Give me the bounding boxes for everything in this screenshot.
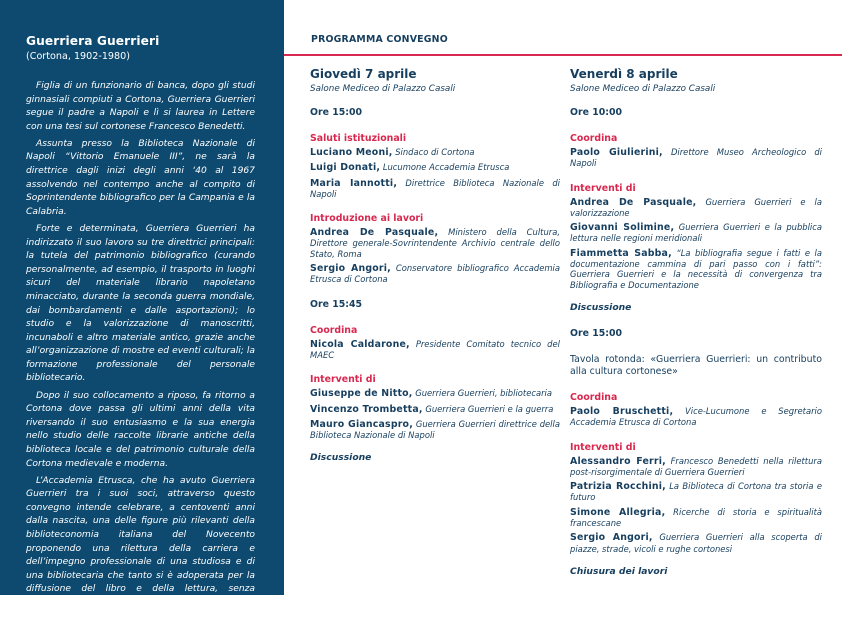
- speaker-name: Luciano Meoni,: [310, 147, 393, 158]
- speaker-entry: [310, 178, 560, 200]
- section-label: Coordina: [570, 133, 618, 144]
- speaker-name: Alessandro Ferri,: [570, 455, 666, 467]
- venue: Salone Mediceo di Palazzo Casali: [310, 84, 456, 94]
- speaker-role: “La bibliografia segue i fatti e la documentazione cammina di pari passo con i fatti”: Guerriera Guerrieri e la necessità di convergenza tra Bibliografia e Documentazione: [570, 247, 822, 290]
- roundtable-title: Tavola rotonda: «Guerriera Guerrieri: un contributo alla cultura cortonese»: [570, 353, 822, 377]
- session-group: [310, 325, 560, 361]
- speaker-name: Andrea De Pasquale,: [570, 196, 697, 208]
- bio-paragraph: Assunta presso la Biblioteca Nazionale di Napoli “Vittorio Emanuele III”, ne sarà la direttrice dagli inizi degli anni ‘40 al 1967 assolvendo nel contempo anche al compito di Soprintendente bibliografico per la Campania e la Calabria.: [26, 138, 255, 217]
- speaker-role: Guerriera Guerrieri e la guerra: [425, 403, 554, 414]
- speaker-name: Andrea De Pasquale,: [310, 227, 439, 239]
- speaker-name: Vincenzo Trombetta,: [310, 403, 423, 415]
- speaker-role: Lucumone Accademia Etrusca: [382, 162, 510, 173]
- session-group: [570, 133, 822, 169]
- speaker-entry: [570, 248, 822, 290]
- speaker-name: Sergio Angori,: [570, 532, 653, 544]
- speaker-entry: [570, 532, 822, 554]
- speaker-entry: [310, 388, 560, 399]
- session-group: [310, 213, 560, 284]
- speaker-entry: [570, 456, 822, 478]
- bio-paragraph: Dopo il suo collocamento a riposo, fa ritorno a Cortona dove passa gli ultimi anni della vita riversando il suo entusiasmo e la sua energia nello studio delle raccolte librarie antiche della biblioteca locale e del patrimonio culturale della Cortona medievale e moderna.: [26, 390, 255, 469]
- speaker-role: Guerriera Guerrieri alla scoperta di piazze, strade, vicoli e rughe cortonesi: [570, 532, 822, 554]
- speaker-name: Fiammetta Sabba,: [570, 247, 672, 259]
- bio-paragraph: Figlia di un funzionario di banca, dopo gli studi ginnasiali compiuti a Cortona, Guerriera Guerrieri segue il padre a Napoli e lì si laurea in Lettere con una tesi sul cortonese Francesco Benedetti.: [26, 81, 255, 132]
- section-label: Interventi di: [310, 374, 376, 386]
- speaker-name: Simone Allegria,: [570, 506, 666, 518]
- speaker-name: Luigi Donati,: [310, 162, 381, 174]
- day-title: Giovedì 7 aprile: [310, 67, 417, 81]
- bio-dates: (Cortona, 1902-1980): [26, 51, 130, 62]
- discussion-label: Discussione: [570, 301, 632, 313]
- speaker-role: Francesco Benedetti nella rilettura post-risorgimentale di Guerriera Guerrieri: [570, 455, 822, 477]
- session-group: [570, 442, 822, 554]
- speaker-name: Paolo Bruschetti,: [570, 405, 674, 417]
- session-time: Ore 15:45: [310, 298, 363, 310]
- speaker-role: Direttore Museo Archeologico di Napoli: [570, 147, 822, 169]
- session-time: Ore 15:00: [570, 327, 623, 339]
- speaker-entry: [310, 147, 560, 158]
- speaker-name: Sergio Angori,: [310, 263, 391, 275]
- speaker-role: Sindaco di Cortona: [395, 147, 475, 157]
- session-group: [310, 133, 560, 199]
- speaker-entry: [310, 419, 560, 441]
- section-label: Interventi di: [570, 182, 636, 194]
- session-group: [310, 374, 560, 440]
- venue: Salone Mediceo di Palazzo Casali: [570, 84, 716, 94]
- speaker-role: La Biblioteca di Cortona tra storia e futuro: [570, 481, 822, 503]
- speaker-name: Nicola Caldarone,: [310, 338, 410, 350]
- speaker-entry: [570, 147, 822, 169]
- section-label: Introduzione ai lavori: [310, 213, 424, 225]
- day-column-friday: [570, 65, 822, 592]
- session-time: Ore 10:00: [570, 107, 623, 118]
- speaker-role: Ministero della Cultura, Direttore generale-Sovrintendente Archivio centrale dello Stato, Roma: [310, 227, 560, 259]
- speaker-entry: [310, 162, 560, 173]
- session-group: [570, 183, 822, 290]
- closing-label: Chiusura dei lavori: [570, 565, 668, 577]
- speaker-entry: [310, 339, 560, 361]
- bio-paragraph: Forte e determinata, Guerriera Guerrieri ha indirizzato il suo lavoro su tre direttrici principali: la tutela del patrimonio bibliografico (curando personalmente, ad esempio, il trasporto in luoghi sicuri del materiale librario napoletano minacciato, durante la seconda guerra mondiale, dai bombardamenti e dalle asportazioni); lo studio e la valorizzazione di manoscritti, incunaboli e altro materiale antico, grazie anche all’organizzazione di mostre ed eventi culturali; la formazione professionale del personale bibliotecario.: [26, 223, 255, 384]
- speaker-name: Giovanni Solimine,: [570, 222, 675, 234]
- session-time: Ore 15:00: [310, 107, 363, 118]
- speaker-role: Guerriera Guerrieri, bibliotecaria: [415, 388, 552, 399]
- bio-name: Guerriera Guerrieri: [26, 34, 160, 48]
- discussion-label: Discussione: [310, 452, 372, 464]
- speaker-role: Guerriera Guerrieri e la pubblica lettura nelle regioni meridionali: [570, 222, 822, 244]
- speaker-role: Direttrice Biblioteca Nazionale di Napoli: [310, 177, 560, 199]
- section-label: Coordina: [310, 324, 358, 336]
- speaker-entry: [570, 507, 822, 529]
- day-column-thursday: [310, 65, 560, 478]
- speaker-entry: [310, 404, 560, 415]
- biography-panel: [0, 0, 284, 636]
- speaker-entry: [570, 197, 822, 219]
- speaker-role: Presidente Comitato tecnico del MAEC: [310, 338, 560, 360]
- section-label: Interventi di: [570, 441, 636, 453]
- speaker-role: Guerriera Guerrieri e la valorizzazione: [570, 196, 822, 218]
- bio-paragraph: L’Accademia Etrusca, che ha avuto Guerriera Guerrieri tra i suoi soci, attraverso questo convegno intende celebrare, a centoventi anni dalla nascita, una delle figure più rilevanti della biblioteconomia italiana del Novecento proponendo una rilettura della carriera e dell’impegno professionale di una studiosa e di una bibliotecaria che tanto si è adoperata per la diffusione del libro e della lettura, senza trascurare il percorso di vita umano e familiare che non le ha fatto dimenticare le proprie origini e il legame con la città natìa.: [26, 475, 255, 636]
- speaker-role: Conservatore bibliografico Accademia Etrusca di Cortona: [310, 263, 560, 285]
- speaker-name: Maria Iannotti,: [310, 177, 398, 189]
- header-divider: [284, 54, 842, 56]
- speaker-name: Mauro Giancaspro,: [310, 418, 413, 430]
- speaker-name: Patrizia Rocchini,: [570, 481, 666, 493]
- speaker-entry: [570, 481, 822, 503]
- day-title: Venerdì 8 aprile: [570, 67, 678, 81]
- speaker-entry: [310, 263, 560, 285]
- speaker-role: Vice-Lucumone e Segretario Accademia Etrusca di Cortona: [570, 405, 822, 428]
- speaker-role: Ricerche di storia e spiritualità francescane: [570, 506, 822, 529]
- section-label: Coordina: [570, 391, 618, 403]
- speaker-entry: [310, 227, 560, 259]
- section-label: Saluti istituzionali: [310, 133, 407, 144]
- speaker-entry: [570, 406, 822, 428]
- speaker-role: Guerriera Guerrieri direttrice della Biblioteca Nazionale di Napoli: [310, 418, 560, 441]
- speaker-entry: [570, 222, 822, 244]
- program-title: PROGRAMMA CONVEGNO: [311, 34, 448, 45]
- speaker-name: Paolo Giulierini,: [570, 147, 663, 158]
- speaker-name: Giuseppe de Nitto,: [310, 388, 413, 400]
- session-group: [570, 392, 822, 428]
